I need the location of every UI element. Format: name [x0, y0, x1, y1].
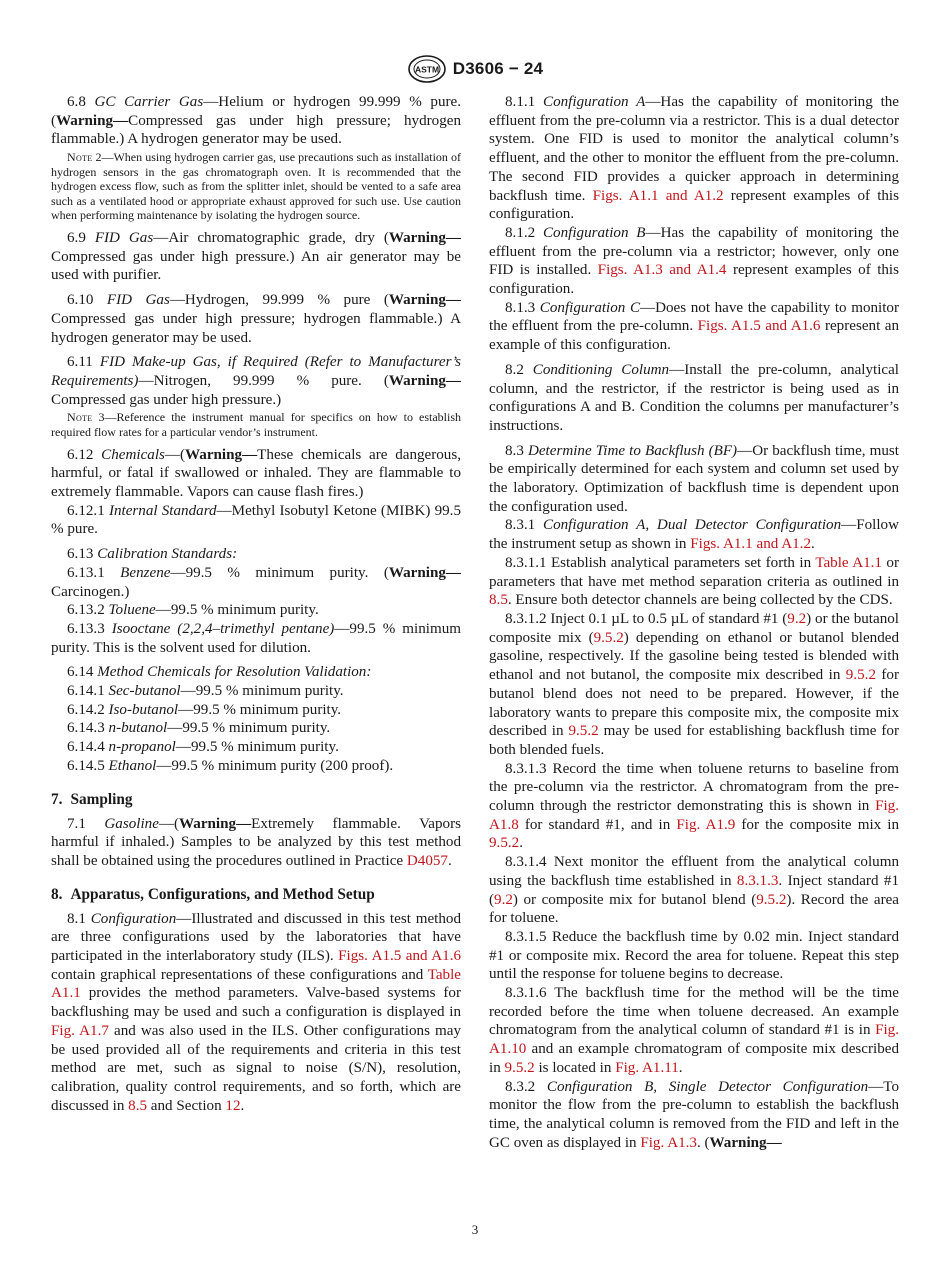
svg-text:ASTM: ASTM: [414, 64, 439, 75]
section-8-1-3: 8.1.3 Configuration C—Does not have the capability to monitor the effluent from the pre-column. Figs. A1.5 and A1.6 represent an example of this configuration.: [489, 299, 899, 354]
link-9-2[interactable]: 9.2: [494, 891, 513, 908]
link-8-5[interactable]: 8.5: [489, 592, 508, 609]
link-9-5-2[interactable]: 9.5.2: [504, 1059, 535, 1076]
link-9-5-2[interactable]: 9.5.2: [593, 629, 624, 646]
link-9-5-2[interactable]: 9.5.2: [489, 835, 520, 852]
link-fig-a1-10[interactable]: Fig. A1.10: [489, 1022, 899, 1058]
page-number: 3: [471, 1222, 479, 1237]
link-figs-a1-5-a1-6[interactable]: Figs. A1.5 and A1.6: [338, 948, 462, 965]
link-figs-a1-3-a1-4[interactable]: Figs. A1.3 and A1.4: [597, 262, 727, 279]
section-8-2: 8.2 Conditioning Column—Install the pre-column, analytical column, and the restrictor, if the restrictor is being used as in configurations A and B. Condition the columns per manufacturer’s instructions.: [489, 361, 900, 434]
section-8-1: 8.1 Configuration—Illustrated and discussed in this test method are three configurations used by the laboratories that have participated in the interlaboratory study (ILS). Figs. A1.5 and A1.6 contain graphical representations of these configurations and Table A1.1 provides the method parameters. Valve-based systems for backflushing may be used and such a configuration is displayed in Fig. A1.7 and was also used in the ILS. Other configurations may be used provided all of the requirements and criteria in this test method are met, such as signal to noise (S/N), resolution, calibration, quality control requirements, and so forth, which are discussed in 8.5 and Section 12.: [51, 910, 462, 1114]
section-7-1: 7.1 Gasoline—(Warning—Extremely flammable. Vapors harmful if inhaled.) Samples to be analyzed by this test method shall be obtained using the procedures outlined in Practice D4057.: [51, 815, 462, 869]
section-6-14-4: 6.14.4 n-propanol—99.5 % minimum purity.: [67, 739, 339, 756]
section-8-1-1: 8.1.1 Configuration A—Has the capability of monitoring the effluent from the pre-column via a restrictor. This is a dual detector system. One FID is used to monitor the analytical column’s effluent, and the other to monitor the effluent from the pre-column. The second FID provides a quicker approach in determining backflush time. Figs. A1.1 and A1.2 represent examples of this configuration.: [489, 94, 900, 223]
section-8-3: 8.3 Determine Time to Backflush (BF)—Or backflush time, must be empirically determined for each system and column set used by the laboratory. Optimization of backflush time is dependent upon the configuration used.: [489, 442, 899, 515]
section-6-13-1: 6.13.1 Benzene—99.5 % minimum purity. (Warning—Carcinogen.): [51, 564, 461, 600]
link-table-a1-1[interactable]: Table A1.1: [51, 966, 461, 1002]
section-6-14-1: 6.14.1 Sec-butanol—99.5 % minimum purity.: [67, 683, 344, 700]
page-header: [0, 54, 950, 84]
section-6-13: 6.13 Calibration Standards:: [67, 546, 238, 563]
link-section-12[interactable]: 12: [225, 1097, 241, 1114]
section-6-8: 6.8 GC Carrier Gas—Helium or hydrogen 99.999 % pure. (Warning—Compressed gas under high pressure; hydrogen flammable.) A hydrogen generator may be used.: [51, 94, 461, 148]
document-designation: D3606 − 24: [452, 59, 544, 78]
section-6-14-2: 6.14.2 Iso-butanol—99.5 % minimum purity.: [67, 701, 342, 718]
section-8-3-2: 8.3.2 Configuration B, Single Detector Configuration—To monitor the flow from the pre-column to establish the backflush time, the analytical column is removed from the FID and left in the GC oven as displayed in Fig. A1.3. (Warning—: [489, 1078, 899, 1151]
link-9-5-2[interactable]: 9.5.2: [845, 667, 876, 684]
link-fig-a1-9[interactable]: Fig. A1.9: [676, 816, 736, 833]
note-2: Note 2—When using hydrogen carrier gas, use precautions such as installation of hydrogen sensors in the gas chromatograph oven. It is recommended that the hydrogen excess flow, such as from the splitter inlet, should be vented to a safe area such as a ventilated hood or appropriate exhaust approved for such use. Use caution when performing maintenance by isolating the hydrogen source.: [51, 150, 461, 223]
link-fig-a1-11[interactable]: Fig. A1.11: [615, 1059, 679, 1076]
heading-7-sampling: 7. Sampling: [51, 790, 133, 808]
section-6-10: 6.10 FID Gas—Hydrogen, 99.999 % pure (Warning—Compressed gas under high pressure; hydrogen flammable.) A hydrogen generator may be used.: [51, 292, 461, 346]
section-8-3-1-5: 8.3.1.5 Reduce the backflush time by 0.02 min. Inject standard #1 or composite mix. Record the area for toluene. Repeat this step until the response for toluene begins to decrease.: [489, 928, 899, 983]
section-6-12: 6.12 Chemicals—(Warning—These chemicals are dangerous, harmful, or fatal if swallowed or inhaled. They are flammable to extremely flammable. Vapors can cause flash fires.): [51, 446, 462, 500]
link-fig-a1-3[interactable]: Fig. A1.3: [640, 1134, 697, 1151]
right-column: [489, 93, 899, 1152]
link-figs-a1-5-a1-6[interactable]: Figs. A1.5 and A1.6: [697, 318, 821, 335]
section-8-3-1-3: 8.3.1.3 Record the time when toluene returns to baseline from the pre-column via the restrictor. A chromatogram from the pre-column through the restrictor demonstrating this is shown in Fig. A1.8 for standard #1, and in Fig. A1.9 for the composite mix in 9.5.2.: [489, 760, 899, 852]
section-8-3-1-4: 8.3.1.4 Next monitor the effluent from the analytical column using the backflush time established in 8.3.1.3. Inject standard #1 (9.2) or composite mix for butanol blend (9.5.2). Record the area for toluene.: [489, 854, 899, 927]
heading-8-apparatus: 8. Apparatus, Configurations, and Method Setup: [51, 885, 375, 903]
section-6-13-3: 6.13.3 Isooctane (2,2,4–trimethyl pentane)—99.5 % minimum purity. This is the solvent used for dilution.: [51, 620, 461, 656]
link-8-3-1-3[interactable]: 8.3.1.3: [736, 872, 779, 889]
link-8-5[interactable]: 8.5: [128, 1097, 148, 1114]
section-6-11: 6.11 FID Make-up Gas, if Required (Refer to Manufacturer’s Requirements)—Nitrogen, 99.999 % pure. (Warning—Compressed gas under high pressure.): [51, 354, 461, 408]
left-column: [51, 93, 461, 1115]
link-figs-a1-1-a1-2[interactable]: Figs. A1.1 and A1.2: [690, 536, 811, 553]
section-6-12-1: 6.12.1 Internal Standard—Methyl Isobutyl Ketone (MIBK) 99.5 % pure.: [51, 502, 461, 538]
section-6-14: 6.14 Method Chemicals for Resolution Validation:: [67, 664, 372, 681]
link-table-a1-1[interactable]: Table A1.1: [815, 554, 882, 571]
astm-logo-icon: [407, 54, 447, 84]
section-8-3-1-1: 8.3.1.1 Establish analytical parameters set forth in Table A1.1 or parameters that have met method separation criteria as outlined in 8.5. Ensure both detector channels are being collected by the CDS.: [489, 554, 899, 609]
link-9-5-2[interactable]: 9.5.2: [756, 891, 787, 908]
link-9-2[interactable]: 9.2: [787, 610, 807, 627]
section-6-13-2: 6.13.2 Toluene—99.5 % minimum purity.: [67, 602, 319, 619]
section-6-14-5: 6.14.5 Ethanol—99.5 % minimum purity (200 proof).: [67, 757, 394, 774]
link-fig-a1-8[interactable]: Fig. A1.8: [489, 798, 899, 833]
section-6-9: 6.9 FID Gas—Air chromatographic grade, dry (Warning—Compressed gas under high pressure.) An air generator may be used with purifier.: [51, 230, 461, 284]
section-8-3-1-2: 8.3.1.2 Inject 0.1 µL to 0.5 µL of standard #1 (9.2) or the butanol composite mix (9.5.2) depending on ethanol or butanol blended gasoline, respectively. If the gasoline being tested is blended with ethanol and not butanol, the composite mix described in 9.5.2 for butanol blend does not need to be prepared. However, if the laboratory wants to prepare this composite mix, the composite mix described in 9.5.2 may be used for establishing backflush time for both blended fuels.: [489, 610, 899, 758]
link-9-5-2[interactable]: 9.5.2: [568, 723, 599, 740]
section-8-1-2: 8.1.2 Configuration B—Has the capability of monitoring the effluent from the pre-column via a restrictor; however, only one FID is installed. Figs. A1.3 and A1.4 represent examples of this configuration.: [489, 224, 899, 298]
note-3: Note 3—Reference the instrument manual for specifics on how to establish required flow rates for a particular vendor’s instrument.: [51, 410, 462, 439]
link-d4057[interactable]: D4057: [406, 852, 448, 869]
section-6-14-3: 6.14.3 n-butanol—99.5 % minimum purity.: [67, 720, 331, 737]
link-figs-a1-1-a1-2[interactable]: Figs. A1.1 and A1.2: [592, 187, 724, 204]
section-8-3-1: 8.3.1 Configuration A, Dual Detector Configuration—Follow the instrument setup as shown in Figs. A1.1 and A1.2.: [489, 517, 899, 553]
link-fig-a1-7[interactable]: Fig. A1.7: [51, 1022, 109, 1039]
section-8-3-1-6: 8.3.1.6 The backflush time for the method will be the time recorded before the time when toluene decreased. An example chromatogram from the analytical column of standard #1 is in Fig. A1.10 and an example chromatogram of composite mix described in 9.5.2 is located in Fig. A1.11.: [489, 985, 899, 1076]
